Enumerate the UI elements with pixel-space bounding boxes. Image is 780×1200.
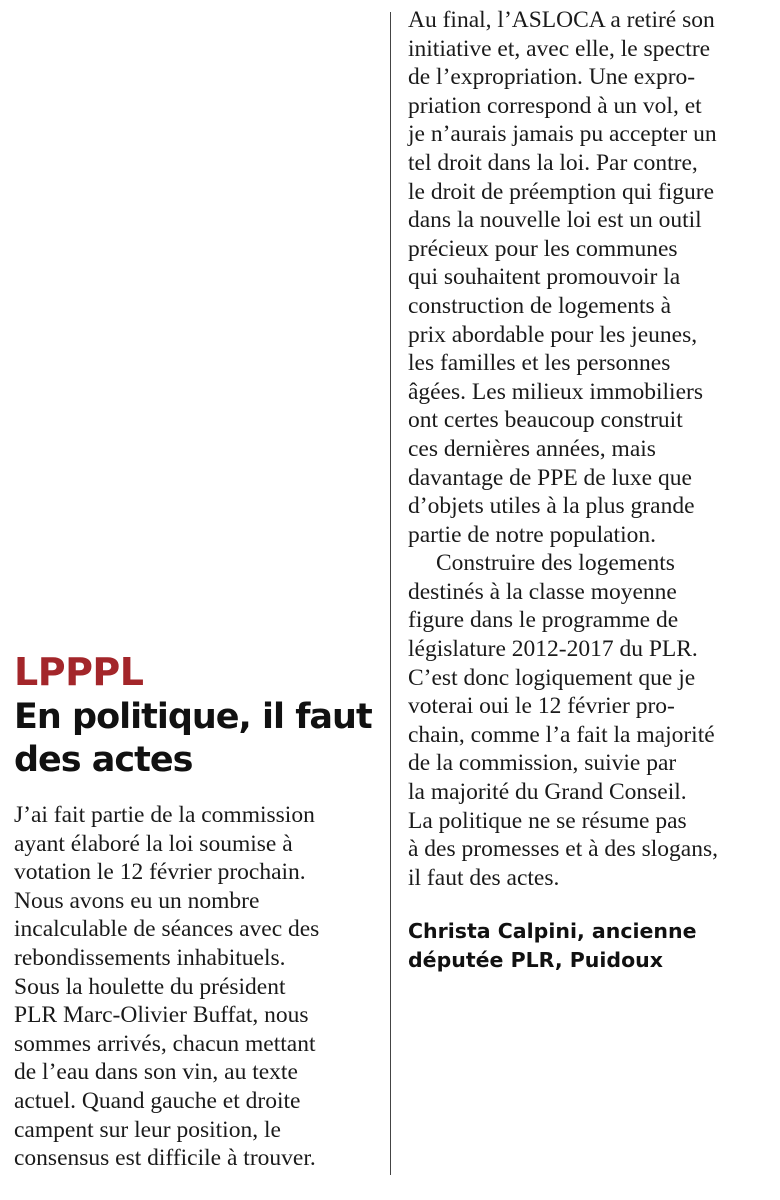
text-line: dans la nouvelle loi est un outil — [408, 207, 702, 234]
text-line: le droit de préemption qui figure — [408, 178, 715, 205]
text-line: les familles et les personnes — [408, 350, 671, 377]
text-line: destinés à la classe moyenne — [408, 578, 677, 605]
text-line: actuel. Quand gauche et droite — [14, 1087, 301, 1114]
right-text — [408, 6, 718, 892]
text-line: campent sur leur position, le — [14, 1116, 281, 1143]
left-column — [14, 0, 376, 1200]
text-line: je n’aurais jamais pu accepter un — [408, 121, 717, 148]
text-line: il faut des actes. — [408, 864, 560, 891]
text-line: âgées. Les milieux immobiliers — [408, 378, 703, 405]
text-line: de l’expropriation. Une expro- — [408, 64, 696, 91]
text-line: incalculable de séances avec des — [14, 916, 320, 943]
text-line: figure dans le programme de — [408, 607, 679, 634]
text-line: Construire des logements — [436, 550, 675, 577]
author-signature — [408, 917, 697, 974]
text-line: consensus est difficile à trouver. — [14, 1145, 316, 1172]
text-line: partie de notre population. — [408, 521, 656, 548]
text-line: prix abordable pour les jeunes, — [408, 321, 698, 348]
text-line: priation correspond à un vol, et — [408, 92, 702, 119]
text-line: rebondissements inhabituels. — [14, 944, 286, 971]
text-line: Sous la houlette du président — [14, 973, 286, 1000]
headline-line: des actes — [14, 740, 193, 780]
text-line: ces dernières années, mais — [408, 435, 656, 462]
text-line: C’est donc logiquement que je — [408, 664, 696, 691]
rubric-label: LPPPL — [14, 650, 144, 694]
left-paragraph — [14, 801, 319, 1173]
text-line: Nous avons eu un nombre — [14, 887, 260, 914]
text-line: La politique ne se résume pas — [408, 807, 687, 834]
text-line: de l’eau dans son vin, au texte — [14, 1059, 298, 1086]
text-line: sommes arrivés, chacun mettant — [14, 1030, 316, 1057]
signature-line: députée PLR, Puidoux — [408, 947, 663, 972]
text-line: de la commission, suivie par — [408, 750, 677, 777]
text-line: initiative et, avec elle, le spectre — [408, 35, 711, 62]
text-line: d’objets utiles à la plus grande — [408, 493, 695, 520]
text-line: PLR Marc-Olivier Buffat, nous — [14, 1002, 309, 1029]
text-line: davantage de PPE de luxe que — [408, 464, 692, 491]
text-line: ayant élaboré la loi soumise à — [14, 830, 293, 857]
right-paragraph-2 — [408, 549, 718, 892]
text-line: législature 2012-2017 du PLR. — [408, 636, 698, 663]
headline-line: En politique, il faut — [14, 697, 372, 737]
text-line: Au final, l’ASLOCA a retiré son — [408, 7, 715, 33]
text-line: construction de logements à — [408, 292, 671, 319]
text-line: J’ai fait partie de la commission — [14, 802, 315, 828]
text-line: chain, comme l’a fait la majorité — [408, 721, 715, 748]
article-headline — [14, 696, 384, 782]
text-line: la majorité du Grand Conseil. — [408, 779, 687, 806]
text-line: votation le 12 février prochain. — [14, 859, 306, 886]
text-line: ont certes beaucoup construit — [408, 407, 683, 434]
text-line: voterai oui le 12 février pro- — [408, 693, 675, 720]
text-line: précieux pour les communes — [408, 235, 678, 262]
text-line: tel droit dans la loi. Par contre, — [408, 149, 698, 176]
right-paragraph-1 — [408, 6, 718, 549]
text-line: à des promesses et à des slogans, — [408, 836, 718, 863]
column-divider — [390, 12, 391, 1175]
right-column — [408, 0, 770, 1200]
signature-line: Christa Calpini, ancienne — [408, 919, 697, 943]
text-line: qui souhaitent promouvoir la — [408, 264, 681, 291]
